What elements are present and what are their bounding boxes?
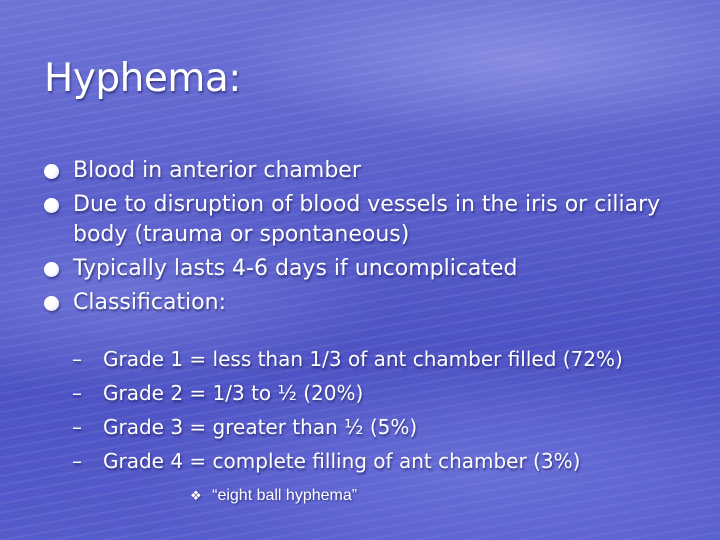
sub-bullet-item [72,346,692,380]
bullet-dot-icon [44,198,59,213]
bullet-text: Due to disruption of blood vessels in the iris or ciliary body (trauma or spontaneous) [73,192,661,247]
bullet-text: Blood in anterior chamber [73,158,361,183]
sub-bullet-item [72,414,692,448]
sub-bullet-text: Grade 2 = 1/3 to ½ (20%) [103,381,364,405]
bullet-item [44,156,694,186]
dash-icon: – [72,381,82,405]
bullet-dot-icon [44,164,59,179]
bullet-dot-icon [44,262,59,277]
note-text: “eight ball hyphema” [212,487,358,504]
sub-bullet-item [72,448,692,482]
sub-bullet-list [72,346,692,482]
bullet-item [44,254,694,284]
diamond-bullet-icon: ❖ [190,488,202,503]
dash-icon: – [72,347,82,371]
bullet-list [44,156,694,322]
sub-bullet-text: Grade 4 = complete filling of ant chamber (3%) [103,449,581,473]
bullet-dot-icon [44,296,59,311]
note-item [190,486,357,506]
sub-bullet-text: Grade 3 = greater than ½ (5%) [103,415,418,439]
bullet-text: Classification: [73,290,226,315]
bullet-text: Typically lasts 4-6 days if uncomplicated [73,256,518,281]
dash-icon: – [72,449,82,473]
bullet-item [44,190,694,250]
dash-icon: – [72,415,82,439]
sub-bullet-text: Grade 1 = less than 1/3 of ant chamber filled (72%) [103,347,623,371]
sub-bullet-item [72,380,692,414]
slide-title: Hyphema: [44,56,241,101]
bullet-item [44,288,694,318]
